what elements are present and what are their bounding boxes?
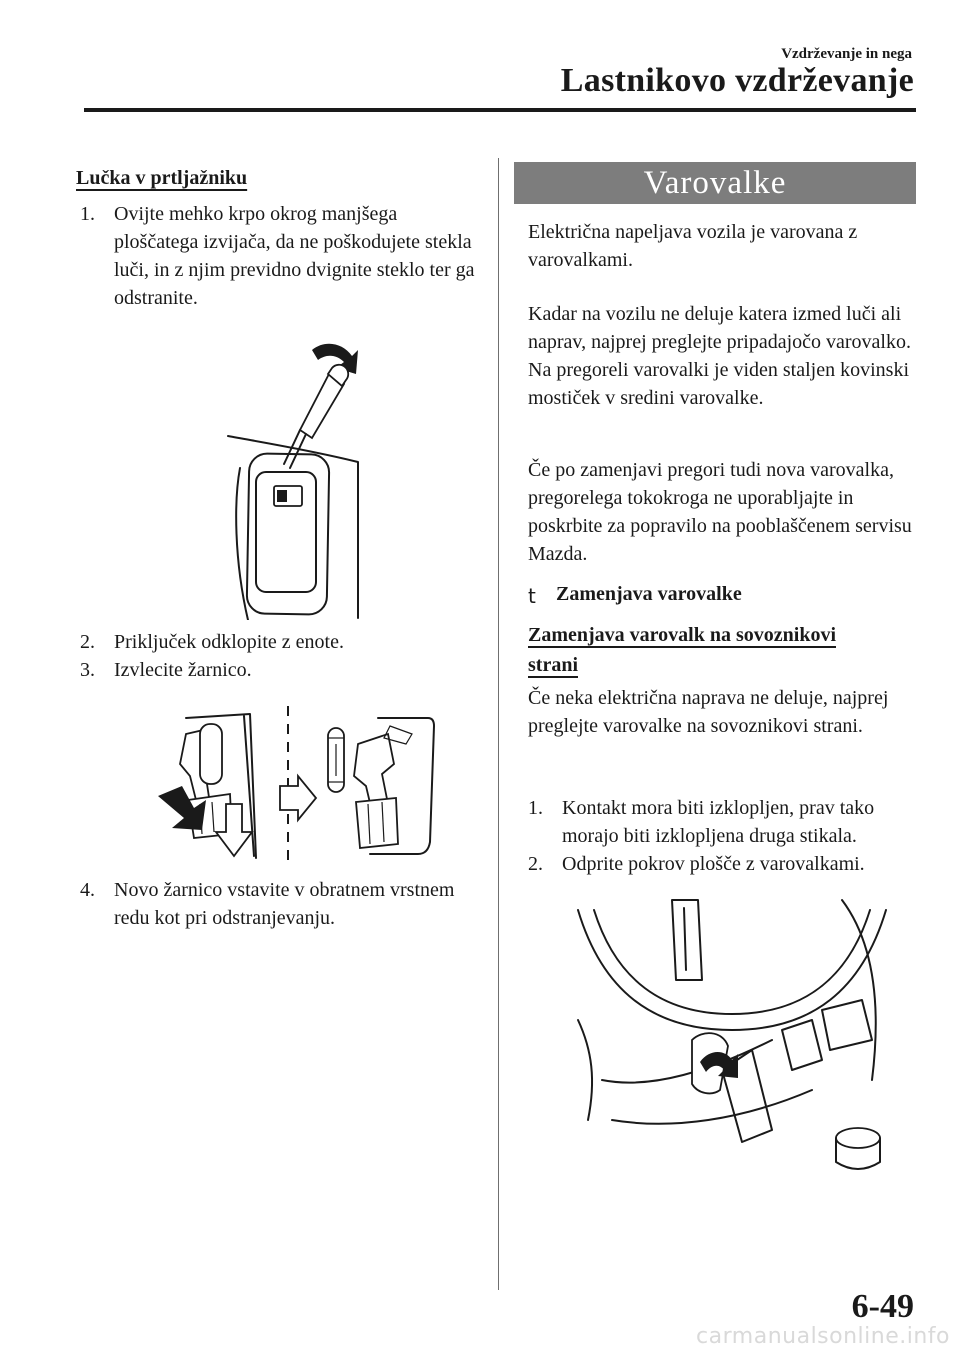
fuses-banner: Varovalke: [514, 162, 916, 204]
fuses-check-paragraph: Kadar na vozilu ne deluje katera izmed luči ali naprav, najprej preglejte pripadajočo varovalko. Na pregoreli varovalki je viden staljen kovinski mostiček v sredini varovalke.: [528, 303, 911, 409]
step-text: Priključek odklopite z enote.: [114, 631, 344, 653]
passenger-side-paragraph: Če neka električna naprava ne deluje, najprej preglejte varovalke na sovoznikovi strani.: [528, 687, 889, 737]
fuse-panel-cover-illustration: [572, 880, 892, 1180]
left-step-1: [80, 200, 480, 312]
step-text: Kontakt mora biti izklopljen, prav tako morajo biti izklopljena druga stikala.: [562, 797, 875, 847]
fuse-replacement-heading: Zamenjava varovalke: [556, 583, 742, 605]
step-text: Ovijte mehko krpo okrog manjšega ploščatega izvijača, da ne poškodujete stekla luči, in z njim previdno dvignite steklo ter ga odstranite.: [114, 203, 475, 309]
header-rule: [84, 108, 916, 112]
passenger-side-heading-line1: Zamenjava varovalk na sovoznikovi: [528, 624, 836, 646]
fuses-warning-paragraph: Če po zamenjavi pregori tudi nova varovalka, pregorelega tokokroga ne uporabljajte in poskrbite za popravilo na pooblaščenem servisu Mazda.: [528, 459, 912, 565]
subsection-marker: t: [528, 584, 536, 608]
step-text: Novo žarnico vstavite v obratnem vrstnem redu kot pri odstranjevanju.: [114, 879, 455, 929]
fuses-intro: Električna napeljava vozila je varovana z varovalkami.: [528, 221, 858, 271]
left-step-4: [80, 876, 480, 932]
passenger-side-heading-line2: strani: [528, 654, 578, 676]
step-number: 2.: [80, 631, 95, 653]
step-number: 3.: [80, 659, 95, 681]
lens-removal-illustration: [220, 330, 370, 620]
trunk-light-heading: Lučka v prtljažniku: [76, 167, 248, 189]
step-text: Izvlecite žarnico.: [114, 659, 252, 681]
step-number: 4.: [80, 879, 95, 901]
column-divider: [498, 158, 499, 1290]
step-text: Odprite pokrov plošče z varovalkami.: [562, 853, 865, 875]
chapter-title: Vzdrževanje in nega: [781, 46, 912, 62]
step-number: 2.: [528, 853, 543, 875]
step-number: 1.: [528, 797, 543, 819]
right-step-2: [528, 850, 916, 878]
right-step-1: [528, 794, 916, 850]
bulb-removal-illustration: [150, 704, 440, 864]
step-number: 1.: [80, 203, 95, 225]
page-number: 6-49: [851, 1288, 914, 1325]
passenger-side-heading: [528, 620, 916, 680]
section-title: Lastnikovo vzdrževanje: [560, 62, 914, 99]
watermark: carmanualsonline.info: [696, 1324, 950, 1349]
left-step-3: [80, 656, 480, 684]
left-step-2: [80, 628, 480, 656]
